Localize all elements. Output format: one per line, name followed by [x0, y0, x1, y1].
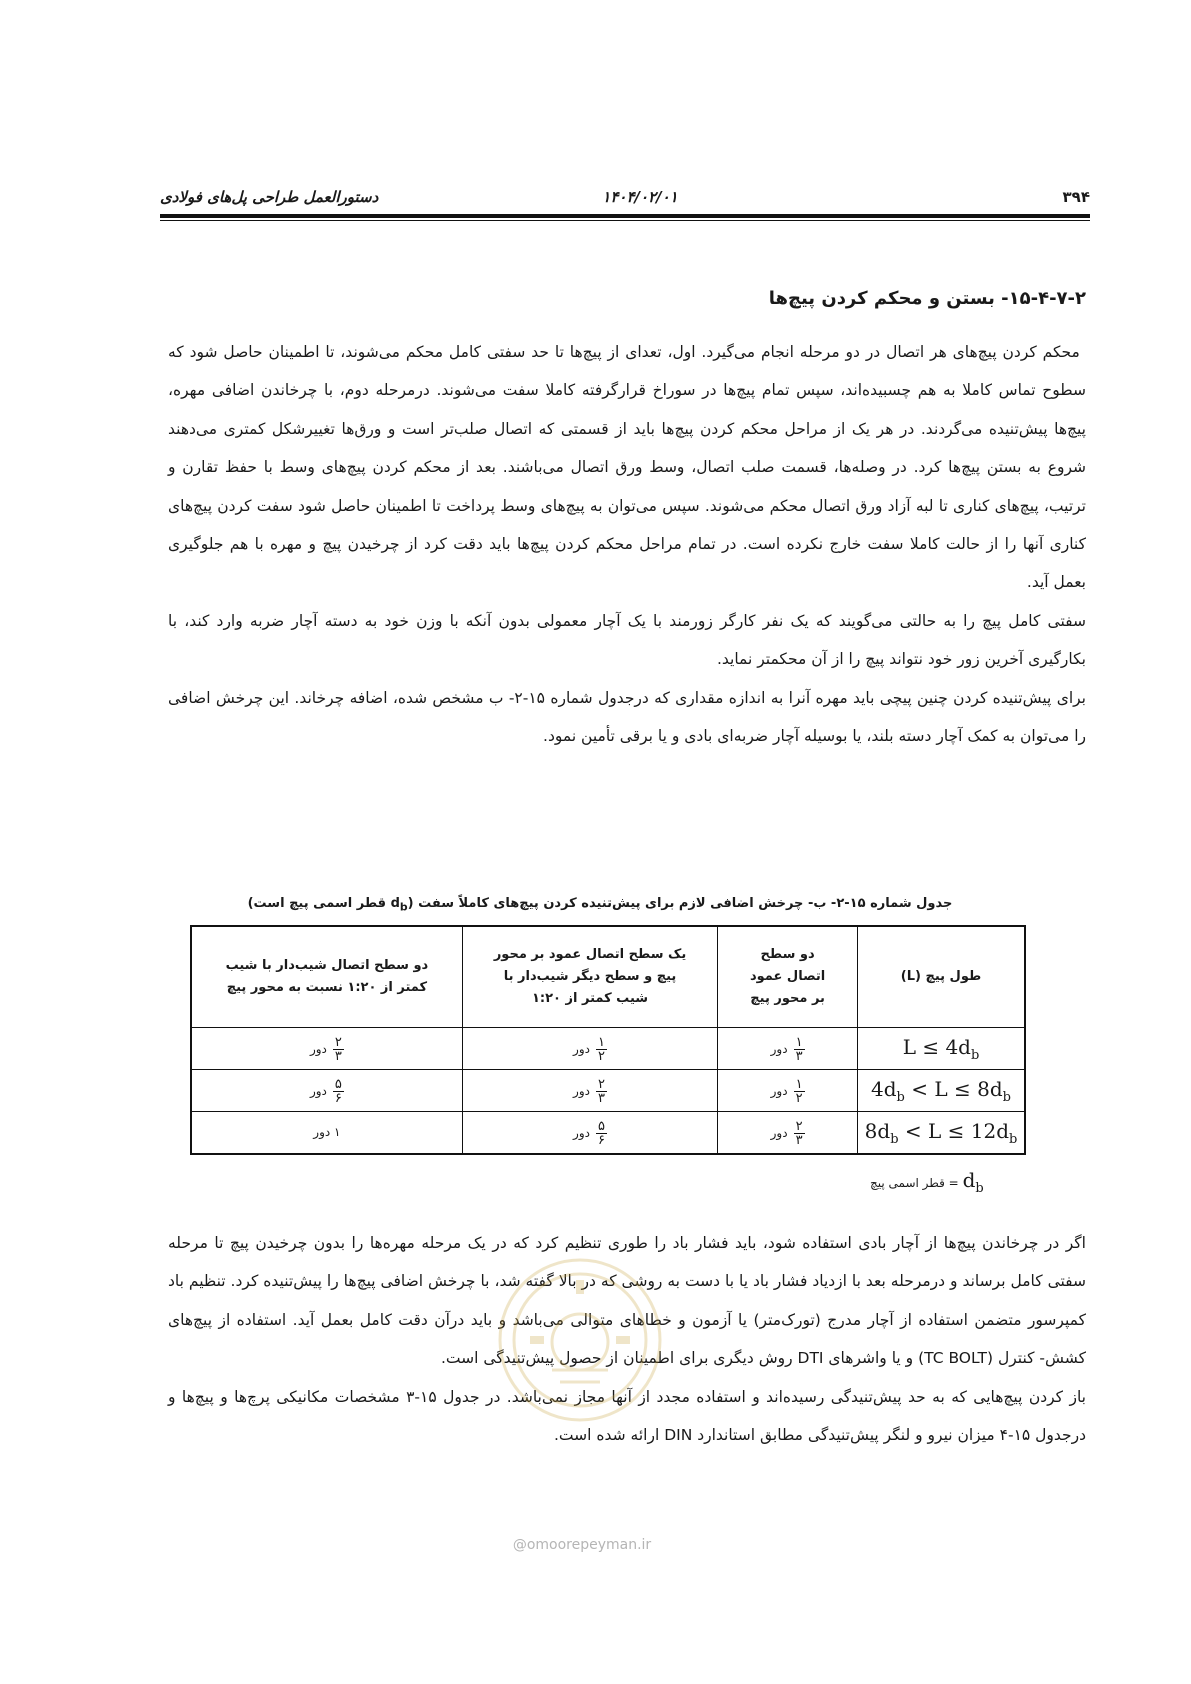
length-cell — [858, 1028, 1026, 1070]
turn-cell: $\frac{۱}{۲}$ دور — [462, 1028, 717, 1070]
turn-table — [190, 925, 1026, 1155]
header-rule-thin — [160, 220, 1090, 221]
col-header-both-perpendicular: دو سطح اتصال عمود بر محور پیچ — [718, 926, 858, 1028]
table-row — [191, 1070, 1025, 1112]
table-row — [191, 1028, 1025, 1070]
length-expression: $L \le 4d_b$ — [902, 1034, 980, 1063]
fraction: $\frac{۲}{۳}$ — [597, 1076, 605, 1106]
note-symbol: $d_b$ — [962, 1168, 984, 1196]
col-header-one-sloped: یک سطح اتصال عمود بر محور پیچ و سطح دیگر شیب‌دار با شیب کمتر از ۱:۲۰ — [462, 926, 717, 1028]
length-expression: $8d_b < L \le 12d_b$ — [864, 1118, 1018, 1147]
length-cell — [858, 1112, 1026, 1155]
paragraph: برای پیش‌تنیده کردن چنین پیچی باید مهره آنرا به اندازه مقداری که درجدول شماره ۱۵-۲- ب مشخص شده، اضافه چرخاند. این چرخش اضافی را می‌توان به کمک آچار دسته بلند، یا بوسیله آچار ضربه‌ای بادی و یا برقی تأمین نمود. — [168, 688, 1086, 746]
page-header — [160, 188, 1090, 212]
caption-main: جدول شماره ۱۵-۲- ب- چرخش اضافی لازم برای پیش‌تنیده کردن پیچ‌های کاملاً سفت ( — [407, 896, 953, 911]
caption-symbol: $d_b$ — [390, 896, 408, 914]
header-rule-thick — [160, 214, 1090, 218]
fraction: $\frac{۵}{۶}$ — [334, 1076, 342, 1106]
turn-cell: $\frac{۲}{۳}$ دور — [462, 1070, 717, 1112]
paragraph: سفتی کامل پیچ را به حالتی می‌گویند که یک نفر کارگر زورمند با یک آچار معمولی بدون آنکه با وزن خود به دسته آچار ضربه وارد کند، با بکارگیری آخرین زور خود نتواند پیچ را از آن محکمتر نماید. — [168, 611, 1086, 669]
table-note — [870, 1168, 984, 1196]
length-cell — [858, 1070, 1026, 1112]
page-number: ۳۹۴ — [1062, 188, 1090, 206]
fraction: $\frac{۱}{۲}$ — [795, 1076, 803, 1106]
fraction: $\frac{۱}{۳}$ — [795, 1034, 803, 1064]
body-text-top — [168, 333, 1086, 755]
paragraph: باز کردن پیچ‌هایی که به حد پیش‌تنیدگی رسیده‌اند و استفاده مجدد از آنها مجاز نمی‌باشد. در جدول ۱۵-۳ مشخصات مکانیکی پرچ‌ها و پیچ‌ها و درجدول ۱۵-۴ میزان نیرو و لنگر پیش‌تنیدگی مطابق استاندارد DIN ارائه شده است. — [168, 1387, 1086, 1445]
length-expression: $4d_b < L \le 8d_b$ — [871, 1076, 1011, 1105]
caption-tail: قطر اسمی پیچ است) — [247, 896, 391, 911]
watermark-site: @omoorepeyman.ir — [512, 1537, 652, 1553]
table-caption — [190, 896, 1010, 914]
section-heading: ۱۵-۴-۷-۲- بستن و محکم کردن پیچ‌ها — [768, 288, 1086, 309]
paragraph: اگر در چرخاندن پیچ‌ها از آچار بادی استفاده شود، باید فشار باد را طوری تنظیم کرد که در یک مرحله مهره‌ها را بدون چرخیدن پیچ تا مرحله سفتی کامل برساند و درمرحله بعد با ازدیاد فشار باد یا با دست به روشی که در بالا گفته شد، با چرخش اضافی پیچ‌ها را پیش‌تنیده کرد. تنظیم باد کمپرسور متضمن استفاده از آچار مدرج (تورک‌متر) یا آزمون و خطاهای متوالی می‌باشد و باید درآن دقت کامل بعمل آید. استفاده از پیچ‌های کشش- کنترل (TC BOLT) و یا واشرهای DTI روش دیگری برای اطمینان از حصول پیش‌تنیدگی است. — [168, 1234, 1086, 1368]
turn-cell: $\frac{۱}{۲}$ دور — [718, 1070, 858, 1112]
note-text: = قطر اسمی پیچ — [870, 1176, 959, 1190]
fraction: $\frac{۵}{۶}$ — [597, 1118, 605, 1148]
fraction: $\frac{۲}{۳}$ — [795, 1118, 803, 1148]
col-header-length: طول پیچ (L) — [858, 926, 1026, 1028]
col-header-both-sloped: دو سطح اتصال شیب‌دار با شیب کمتر از ۱:۲۰ نسبت به محور پیچ — [191, 926, 462, 1028]
paragraph: محکم کردن پیچ‌های هر اتصال در دو مرحله انجام می‌گیرد. اول، تعدای از پیچ‌ها تا حد سفتی کامل محکم می‌شوند، تا اطمینان حاصل شود که سطوح تماس کاملا به هم چسبیده‌اند، سپس تمام پیچ‌ها در سوراخ قرارگرفته کاملا سفت می‌شوند. درمرحله دوم، با چرخاندن اضافی مهره، پیچ‌ها پیش‌تنیده می‌گردند. در هر یک از مراحل محکم کردن پیچ‌ها باید از قسمتی که اتصال صلب‌تر است و ورق‌ها تغییرشکل کمتری می‌دهند شروع به بستن پیچ‌ها کرد. در وصله‌ها، قسمت صلب اتصال، وسط ورق اتصال می‌باشند. بعد از محکم کردن پیچ‌های وسط با حفظ تقارن و ترتیب، پیچ‌های کناری تا لبه آزاد ورق اتصال محکم می‌شوند. سپس می‌توان به پیچ‌های وسط پرداخت تا اطمینان حاصل شود سفت کردن پیچ‌های کناری آنها را از حالت کاملا سفت خارج نکرده است. در تمام مراحل محکم کردن پیچ‌ها باید دقت کرد از چرخیدن پیچ و مهره با هم جلوگیری بعمل آید. — [168, 343, 1086, 592]
turn-cell: $\frac{۲}{۳}$ دور — [191, 1028, 462, 1070]
fraction: $\frac{۱}{۲}$ — [597, 1034, 605, 1064]
table-header-row — [191, 926, 1025, 1028]
turn-cell: $\frac{۱}{۳}$ دور — [718, 1028, 858, 1070]
header-date: ۱۴۰۴/۰۲/۰۱ — [602, 188, 678, 206]
turn-cell: $\frac{۲}{۳}$ دور — [718, 1112, 858, 1155]
seal-watermark-icon — [490, 1250, 670, 1430]
fraction: $\frac{۲}{۳}$ — [334, 1034, 342, 1064]
table-row — [191, 1112, 1025, 1155]
header-title: دستورالعمل طراحی پل‌های فولادی — [160, 188, 379, 206]
turn-cell: ۱ دور — [191, 1112, 462, 1155]
turn-cell: $\frac{۵}{۶}$ دور — [462, 1112, 717, 1155]
turn-cell: $\frac{۵}{۶}$ دور — [191, 1070, 462, 1112]
